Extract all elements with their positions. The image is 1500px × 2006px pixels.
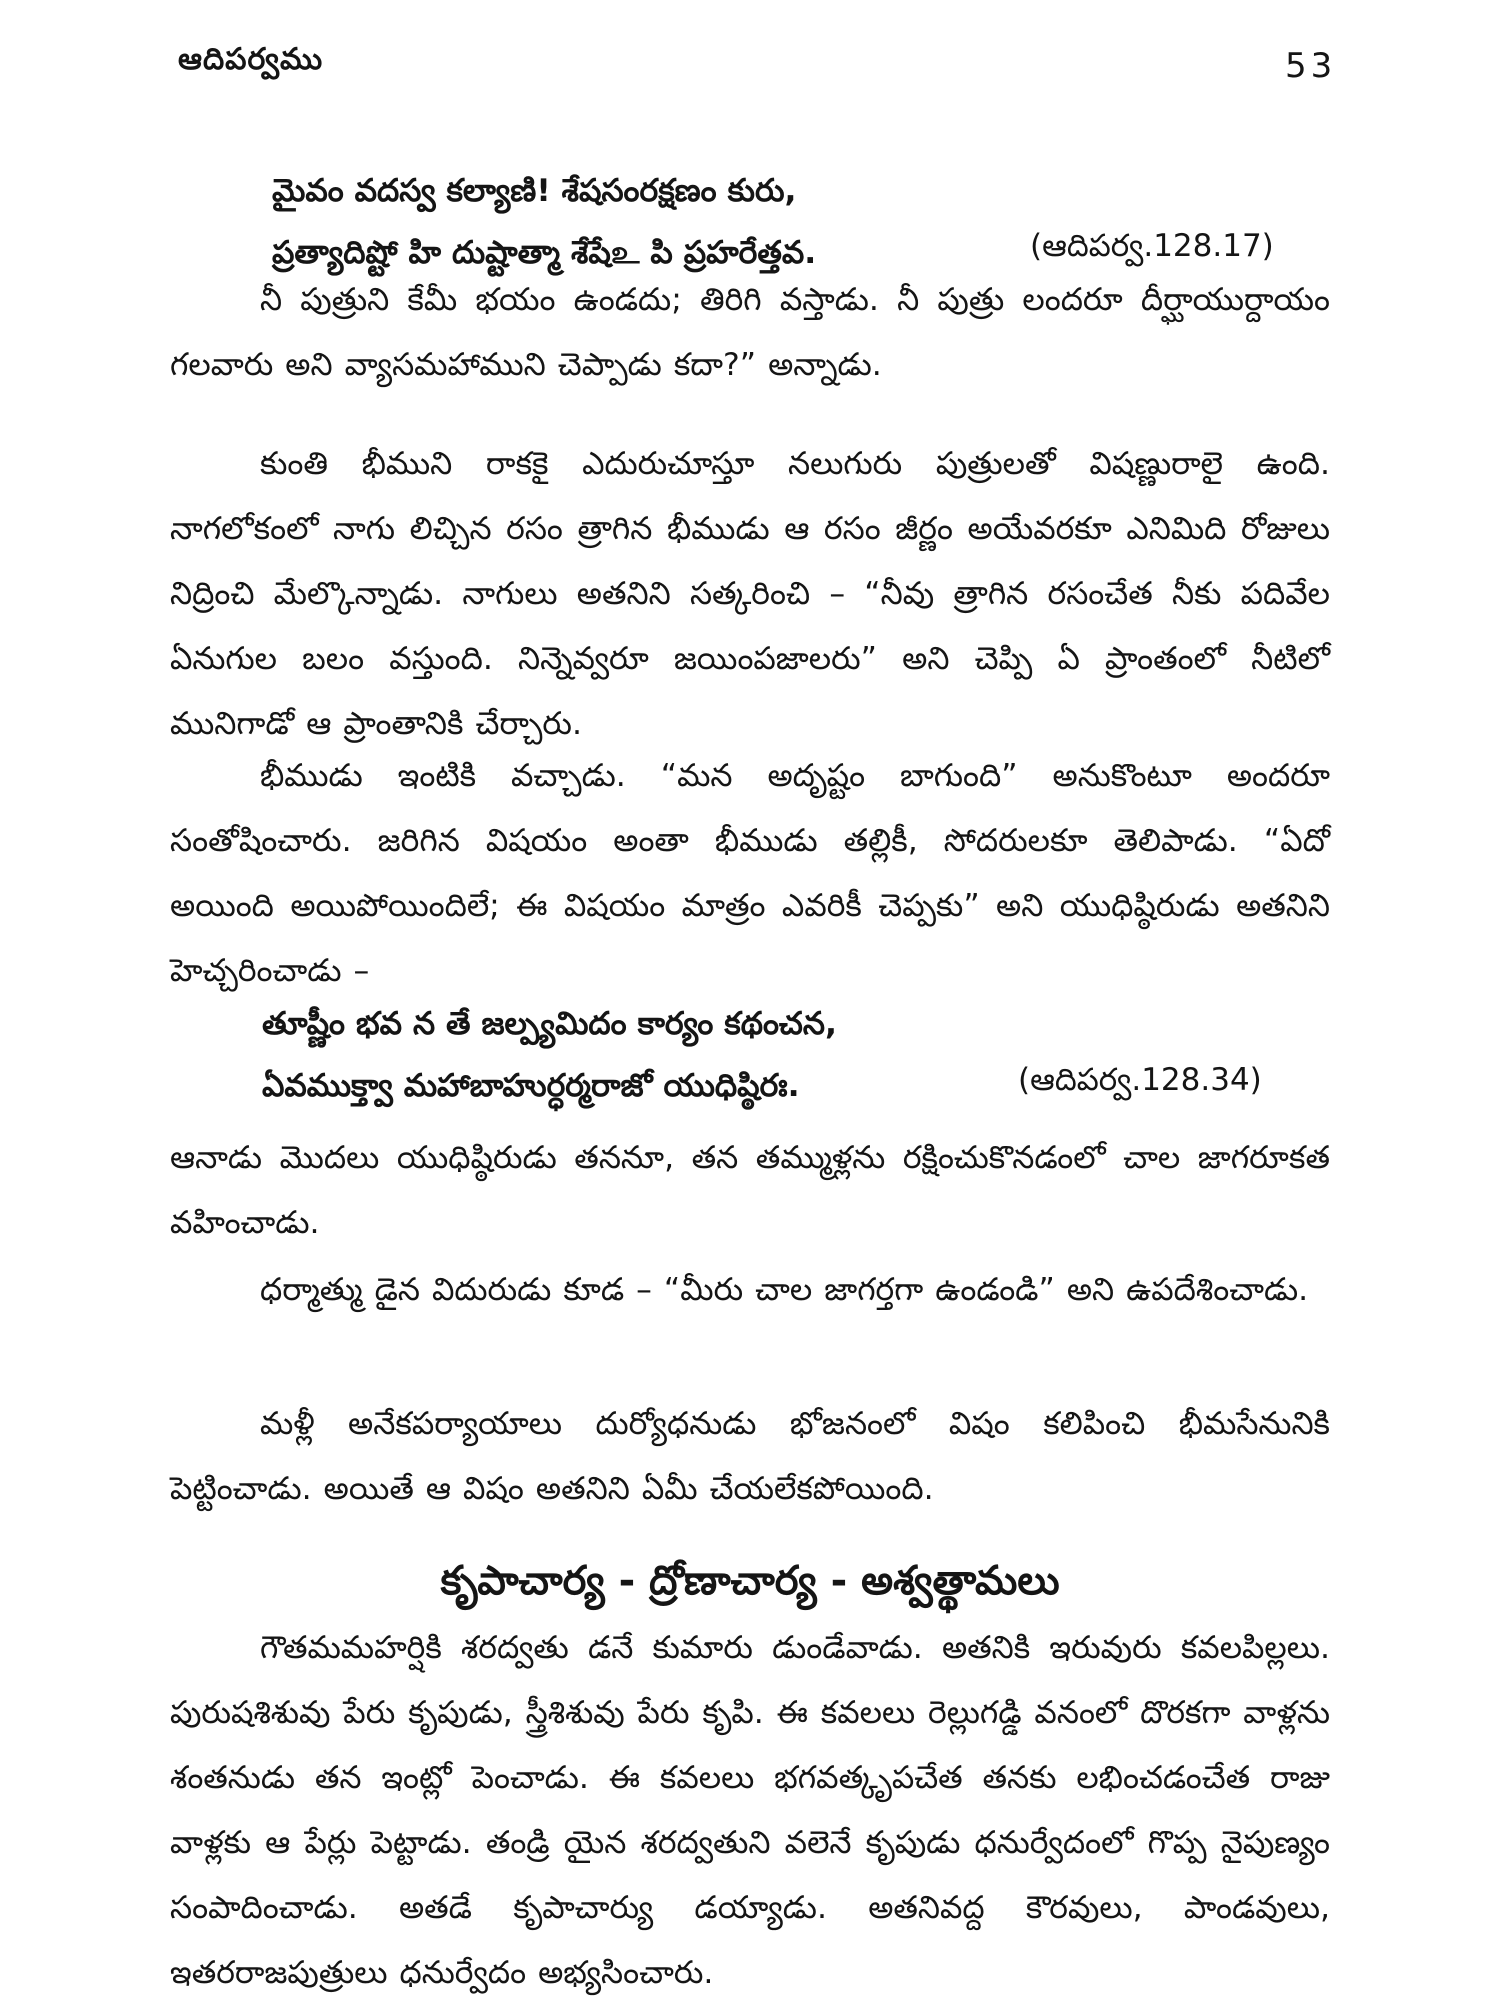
verse-reference: (ఆదిపర్వ.128.34) (1018, 1062, 1262, 1098)
verse-line: ప్రత్యాదిష్టో హి దుష్టాత్మా శేషేஉ పి ప్రహరేత్తవ. (272, 235, 817, 271)
paragraph: కుంతి భీముని రాకకై ఎదురుచూస్తూ నలుగురు పుత్రులతో విషణ్ణురాలై ఉంది. నాగలోకంలో నాగు లిచ్చిన రసం త్రాగిన భీముడు ఆ రసం జీర్ణం అయేవరకూ ఎనిమిది రోజులు నిద్రించి మేల్కొన్నాడు. నాగులు అతనిని సత్కరించి – “నీవు త్రాగిన రసంచేత నీకు పదివేల ఏనుగుల బలం వస్తుంది. నిన్నెవ్వరూ జయింపజాలరు” అని చెప్పి ఏ ప్రాంతంలో నీటిలో మునిగాడో ఆ ప్రాంతానికి చేర్చారు. (170, 446, 1330, 742)
verse-block-1 (272, 160, 816, 284)
verse-reference: (ఆదిపర్వ.128.17) (1030, 228, 1274, 264)
page-number: 53 (1285, 46, 1337, 86)
paragraph: ఆనాడు మొదలు యుధిష్ఠిరుడు తననూ, తన తమ్ముళ్లను రక్షించుకొనడంలో చాల జాగరూకత వహించాడు. (170, 1140, 1330, 1241)
running-header-title: ఆదిపర్వము (178, 42, 324, 77)
section-heading: కృపాచార్య - ద్రోణాచార్య - అశ్వత్థామలు (440, 1558, 1060, 1604)
verse-line: మైవం వదస్వ కల్యాణి! శేషసంరక్షణం కురు, (272, 173, 797, 209)
paragraph: గౌతమమహర్షికి శరద్వతు డనే కుమారు డుండేవాడు. అతనికి ఇరువురు కవలపిల్లలు. పురుషశిశువు పేరు కృపుడు, స్త్రీశిశువు పేరు కృపి. ఈ కవలలు రెల్లుగడ్డి వనంలో దొరకగా వాళ్లను శంతనుడు తన ఇంట్లో పెంచాడు. ఈ కవలలు భగవత్కృపచేత తనకు లభించడంచేత రాజు వాళ్లకు ఆ పేర్లు పెట్టాడు. తండ్రి యైన శరద్వతుని వలెనే కృపుడు ధనుర్వేదంలో గొప్ప నైపుణ్యం సంపాదించాడు. అతడే కృపాచార్యు డయ్యాడు. అతనివద్ద కౌరవులు, పాండవులు, ఇతరరాజపుత్రులు ధనుర్వేదం అభ్యసించారు. (170, 1630, 1330, 1991)
paragraph: భీముడు ఇంటికి వచ్చాడు. “మన అదృష్టం బాగుంది” అనుకొంటూ అందరూ సంతోషించారు. జరిగిన విషయం అంతా భీముడు తల్లికీ, సోదరులకూ తెలిపాడు. “ఏదో అయింది అయిపోయిందిలే; ఈ విషయం మాత్రం ఎవరికీ చెప్పకు” అని యుధిష్ఠిరుడు అతనిని హెచ్చరించాడు – (170, 758, 1330, 989)
paragraph: ధర్మాత్ము డైన విదురుడు కూడ – “మీరు చాల జాగర్తగా ఉండండి” అని ఉపదేశించాడు. (260, 1272, 1309, 1308)
verse-line: తూష్ణీం భవ న తే జల్ప్యమిదం కార్యం కథంచన, (262, 1006, 837, 1042)
verse-line: ఏవముక్త్వా మహాబాహుర్ధర్మరాజో యుధిష్ఠిరః. (262, 1068, 800, 1104)
verse-block-2 (262, 993, 837, 1117)
paragraph: నీ పుత్రుని కేమీ భయం ఉండదు; తిరిగి వస్తాడు. నీ పుత్రు లందరూ దీర్ఘాయుర్దాయం గలవారు అని వ్యాసమహాముని చెప్పాడు కదా?” అన్నాడు. (170, 282, 1330, 383)
paragraph: మళ్లీ అనేకపర్యాయాలు దుర్యోధనుడు భోజనంలో విషం కలిపించి భీమసేనునికి పెట్టించాడు. అయితే ఆ విషం అతనిని ఏమీ చేయలేకపోయింది. (170, 1406, 1330, 1507)
